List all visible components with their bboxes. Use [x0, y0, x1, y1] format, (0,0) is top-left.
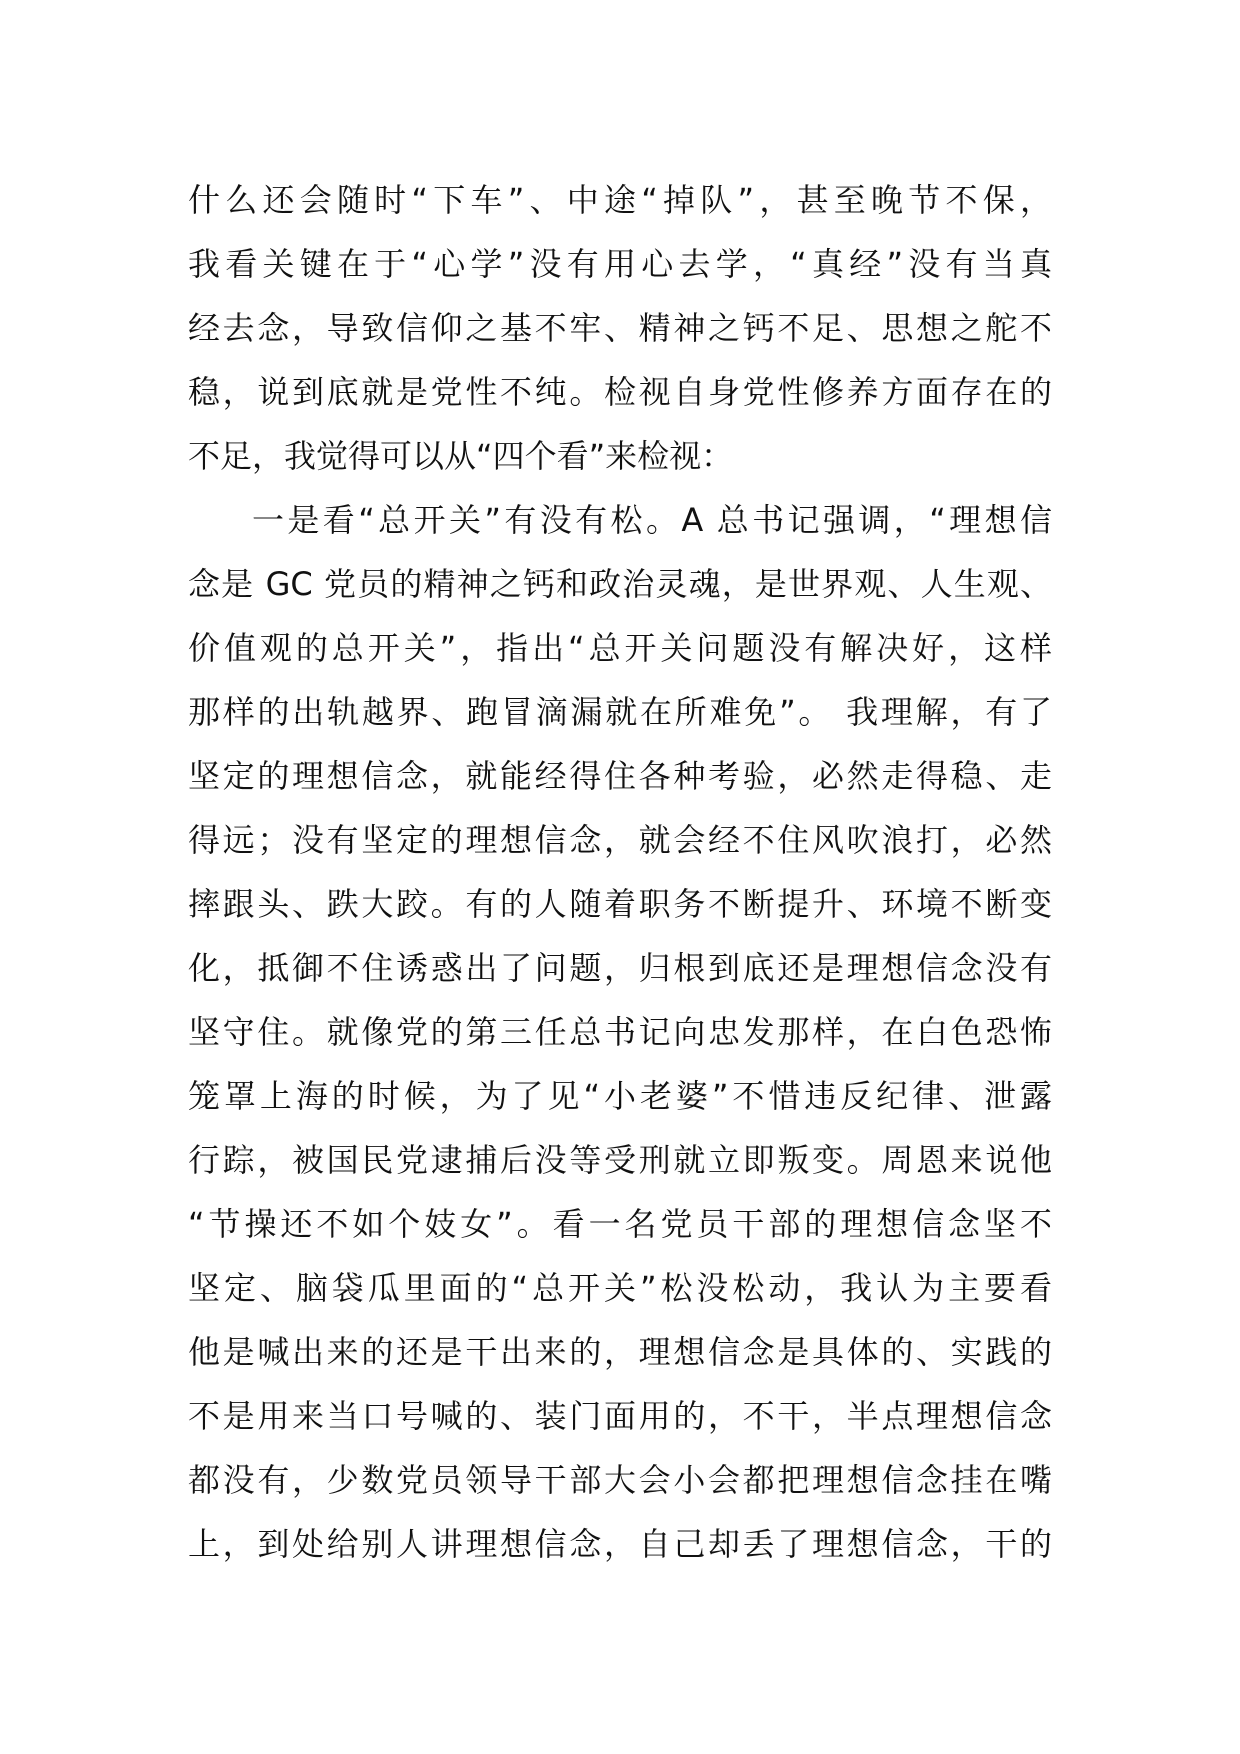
text-line: 坚定的理想信念，就能经得住各种考验，必然走得稳、走: [188, 757, 1052, 795]
text-line: 不是用来当口号喊的、装门面用的，不干，半点理想信念: [188, 1397, 1052, 1435]
text-line: 不足，我觉得可以从“四个看”来检视：: [188, 437, 734, 475]
document-page: [188, 168, 1052, 1576]
text-line: 摔跟头、跌大跤。有的人随着职务不断提升、环境不断变: [188, 885, 1052, 923]
text-line: 什么还会随时“下车”、中途“掉队”，甚至晚节不保，: [188, 181, 1052, 219]
text-line: 化，抵御不住诱惑出了问题，归根到底还是理想信念没有: [188, 949, 1052, 987]
text-line: 上，到处给别人讲理想信念，自己却丢了理想信念，干的: [188, 1525, 1052, 1563]
text-line: 一是看“总开关”有没有松。A 总书记强调，“理想信: [252, 501, 1052, 539]
text-line: 得远；没有坚定的理想信念，就会经不住风吹浪打，必然: [188, 821, 1052, 859]
text-line: 那样的出轨越界、跑冒滴漏就在所难免”。 我理解，有了: [188, 693, 1052, 731]
text-line: “节操还不如个妓女”。看一名党员干部的理想信念坚不: [188, 1205, 1052, 1243]
text-line: 坚守住。就像党的第三任总书记向忠发那样，在白色恐怖: [188, 1013, 1052, 1051]
text-line: 笼罩上海的时候，为了见“小老婆”不惜违反纪律、泄露: [188, 1077, 1052, 1115]
text-line: 都没有，少数党员领导干部大会小会都把理想信念挂在嘴: [188, 1461, 1052, 1499]
text-line: 经去念，导致信仰之基不牢、精神之钙不足、思想之舵不: [188, 309, 1052, 347]
text-line: 稳，说到底就是党性不纯。检视自身党性修养方面存在的: [188, 373, 1052, 411]
text-line: 价值观的总开关”，指出“总开关问题没有解决好，这样: [188, 629, 1052, 667]
text-line: 行踪，被国民党逮捕后没等受刑就立即叛变。周恩来说他: [188, 1141, 1052, 1179]
text-line: 我看关键在于“心学”没有用心去学，“真经”没有当真: [188, 245, 1052, 283]
text-line: 念是 GC 党员的精神之钙和政治灵魂，是世界观、人生观、: [188, 565, 1052, 603]
text-line: 他是喊出来的还是干出来的，理想信念是具体的、实践的: [188, 1333, 1052, 1371]
text-line: 坚定、脑袋瓜里面的“总开关”松没松动，我认为主要看: [188, 1269, 1052, 1307]
